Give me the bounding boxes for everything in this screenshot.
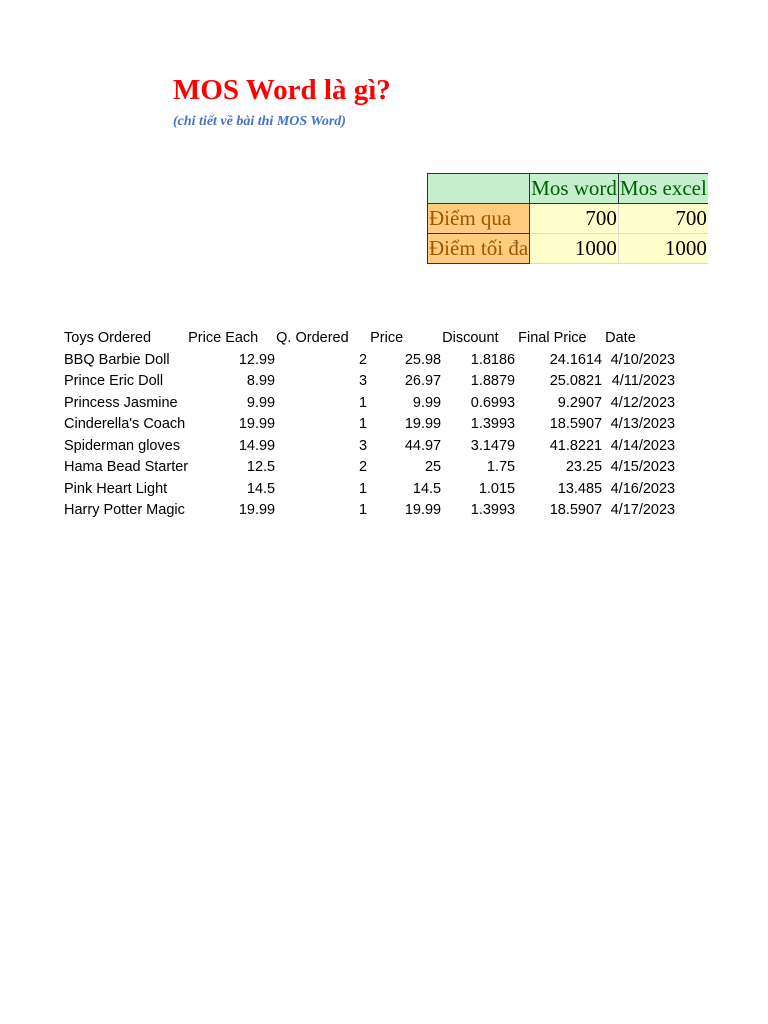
price-cell[interactable]: 19.99	[404, 502, 442, 519]
toys-orders-table	[64, 328, 675, 522]
date-cell[interactable]: 4/17/2023	[610, 502, 676, 519]
score-header-cell[interactable]	[428, 174, 530, 204]
table-row	[64, 393, 675, 415]
score-value-cell[interactable]: 700	[618, 204, 707, 234]
price-each-cell[interactable]: 9.99	[246, 394, 276, 411]
score-table	[427, 173, 708, 264]
score-table-row	[428, 234, 708, 264]
price-cell[interactable]: 19.99	[404, 416, 442, 433]
document-title: MOS Word là gì?	[173, 74, 391, 106]
document-subtitle: (chi tiết về bài thi MOS Word)	[173, 114, 346, 129]
score-header-cell[interactable]: Mos word	[530, 174, 619, 204]
date-cell[interactable]: 4/12/2023	[610, 394, 676, 411]
price-each-cell[interactable]: 14.99	[238, 437, 276, 454]
column-header[interactable]: Date	[605, 330, 636, 347]
toy-name-cell[interactable]: Harry Potter Magic	[64, 502, 185, 519]
discount-cell[interactable]: 1.3993	[470, 416, 516, 433]
price-cell[interactable]: 44.97	[404, 437, 442, 454]
score-table-row	[428, 204, 708, 234]
table-row	[64, 479, 675, 501]
price-each-cell[interactable]: 19.99	[238, 416, 276, 433]
score-value-cell[interactable]: 1000	[618, 234, 707, 264]
score-table-header-row	[428, 174, 708, 204]
column-header[interactable]: Price	[370, 330, 404, 347]
quantity-cell[interactable]: 2	[359, 459, 368, 476]
final-price-cell[interactable]: 23.25	[565, 459, 603, 476]
date-cell[interactable]: 4/13/2023	[610, 416, 676, 433]
discount-cell[interactable]: 3.1479	[470, 437, 516, 454]
price-cell[interactable]: 26.97	[404, 373, 442, 390]
toy-name-cell[interactable]: Hama Bead Starter	[64, 459, 189, 476]
table-row	[64, 436, 675, 458]
column-header[interactable]: Final Price	[518, 330, 587, 347]
final-price-cell[interactable]: 25.0821	[549, 373, 603, 390]
table-row	[64, 350, 675, 372]
price-cell[interactable]: 25.98	[404, 351, 442, 368]
toy-name-cell[interactable]: BBQ Barbie Doll	[64, 351, 170, 368]
discount-cell[interactable]: 1.8186	[470, 351, 516, 368]
final-price-cell[interactable]: 41.8221	[549, 437, 603, 454]
final-price-cell[interactable]: 9.2907	[557, 394, 603, 411]
quantity-cell[interactable]: 1	[359, 394, 368, 411]
final-price-cell[interactable]: 18.5907	[549, 502, 603, 519]
date-cell[interactable]: 4/14/2023	[610, 437, 676, 454]
column-header[interactable]: Q. Ordered	[276, 330, 349, 347]
discount-cell[interactable]: 0.6993	[470, 394, 516, 411]
final-price-cell[interactable]: 13.485	[557, 480, 603, 497]
table-row	[64, 414, 675, 436]
price-each-cell[interactable]: 19.99	[238, 502, 276, 519]
score-header-cell[interactable]: Mos excel	[618, 174, 707, 204]
column-header[interactable]: Toys Ordered	[64, 330, 152, 347]
score-value-cell[interactable]: 700	[530, 204, 619, 234]
date-cell[interactable]: 4/16/2023	[610, 480, 676, 497]
discount-cell[interactable]: 1.015	[478, 480, 516, 497]
toy-name-cell[interactable]: Cinderella's Coach	[64, 416, 186, 433]
final-price-cell[interactable]: 24.1614	[549, 351, 603, 368]
table-row	[64, 500, 675, 522]
price-cell[interactable]: 25	[424, 459, 442, 476]
price-each-cell[interactable]: 12.5	[246, 459, 276, 476]
table-row	[64, 457, 675, 479]
discount-cell[interactable]: 1.8879	[470, 373, 516, 390]
column-header[interactable]: Discount	[442, 330, 499, 347]
toy-name-cell[interactable]: Princess Jasmine	[64, 394, 178, 411]
price-each-cell[interactable]: 14.5	[246, 480, 276, 497]
quantity-cell[interactable]: 1	[359, 502, 368, 519]
discount-cell[interactable]: 1.75	[486, 459, 516, 476]
price-each-cell[interactable]: 8.99	[246, 373, 276, 390]
score-value-cell[interactable]: 1000	[530, 234, 619, 264]
discount-cell[interactable]: 1.3993	[470, 502, 516, 519]
date-cell[interactable]: 4/11/2023	[611, 373, 676, 390]
toy-name-cell[interactable]: Spiderman gloves	[64, 437, 181, 454]
toy-name-cell[interactable]: Prince Eric Doll	[64, 373, 164, 390]
date-cell[interactable]: 4/15/2023	[610, 459, 676, 476]
score-row-label[interactable]: Điểm qua	[428, 204, 530, 234]
score-row-label[interactable]: Điểm tối đa	[428, 234, 530, 264]
quantity-cell[interactable]: 1	[359, 416, 368, 433]
price-each-cell[interactable]: 12.99	[238, 351, 276, 368]
date-cell[interactable]: 4/10/2023	[610, 351, 676, 368]
quantity-cell[interactable]: 3	[359, 437, 368, 454]
quantity-cell[interactable]: 2	[359, 351, 368, 368]
column-header[interactable]: Price Each	[188, 330, 259, 347]
price-cell[interactable]: 14.5	[412, 480, 442, 497]
quantity-cell[interactable]: 3	[359, 373, 368, 390]
price-cell[interactable]: 9.99	[412, 394, 442, 411]
toy-name-cell[interactable]: Pink Heart Light	[64, 480, 168, 497]
toys-header-row	[64, 328, 675, 350]
quantity-cell[interactable]: 1	[359, 480, 368, 497]
final-price-cell[interactable]: 18.5907	[549, 416, 603, 433]
table-row	[64, 371, 675, 393]
